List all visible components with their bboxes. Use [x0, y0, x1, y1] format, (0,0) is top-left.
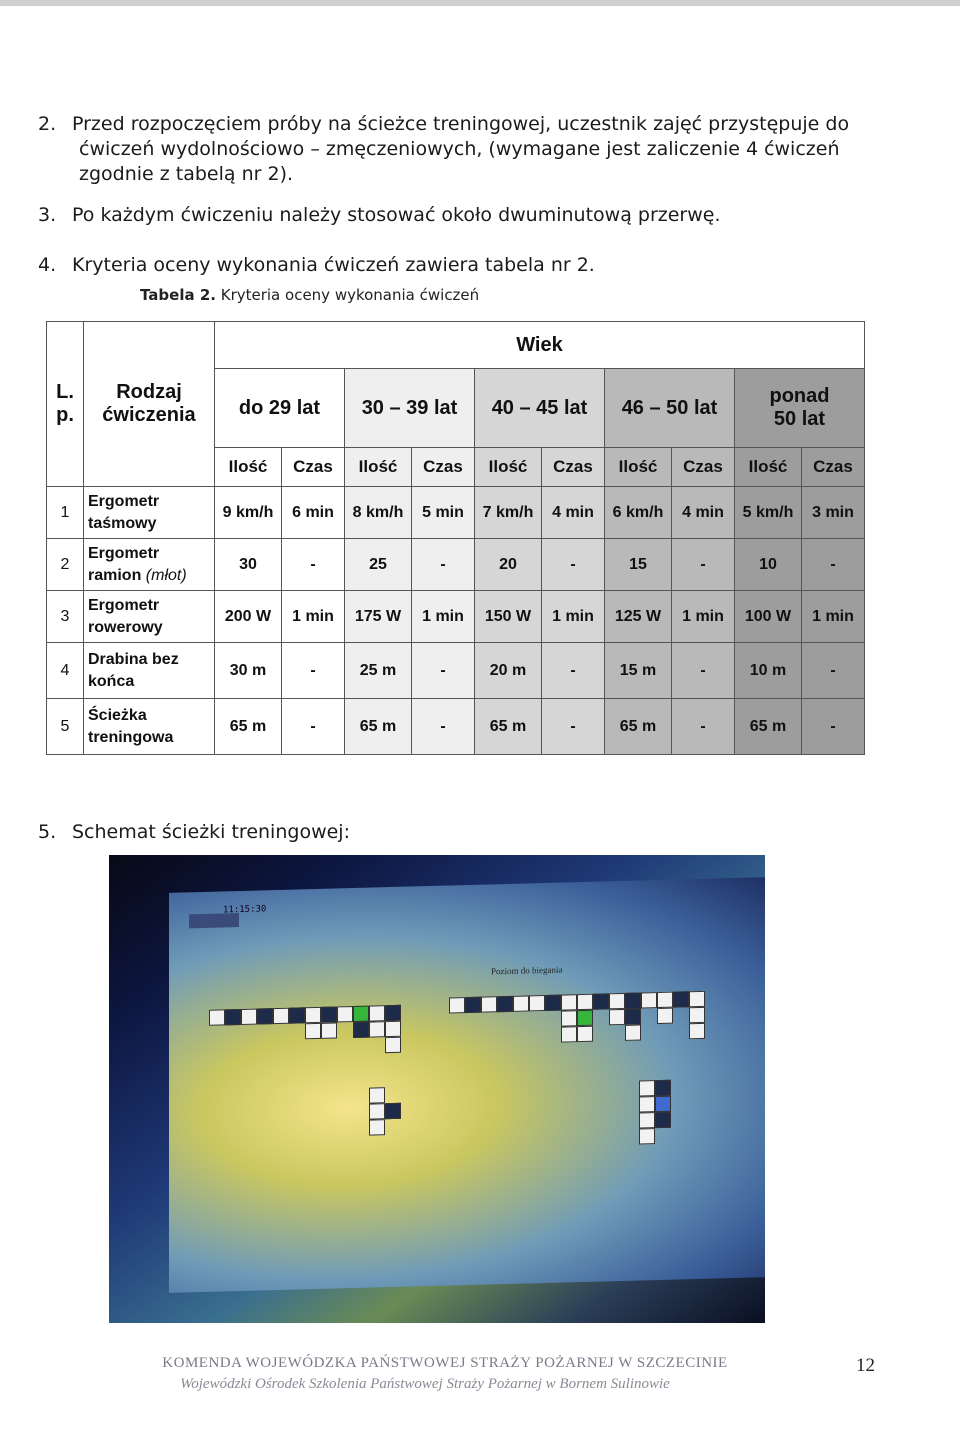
item-number: 5.	[38, 821, 57, 843]
exercise-name-main: rowerowy	[88, 618, 163, 636]
table-cell: 65 m	[345, 699, 412, 755]
table-cell: -	[542, 699, 605, 755]
table-cell: 20	[475, 539, 542, 591]
table-cell: 7 km/h	[475, 487, 542, 539]
screen-side-button	[189, 913, 239, 928]
header-lp-line2: p.	[56, 404, 74, 426]
table-cell: -	[672, 539, 735, 591]
exercise-name-line1: Ergometr	[88, 544, 160, 562]
table-cell: -	[282, 539, 345, 591]
table-cell: 9 km/h	[215, 487, 282, 539]
table-cell: 30	[215, 539, 282, 591]
table-cell: 65 m	[605, 699, 672, 755]
screen-clock: 11:15:30	[223, 904, 267, 916]
age-last-line1: ponad	[769, 385, 830, 407]
training-path-photo	[109, 855, 765, 1323]
item-number: 3.	[38, 204, 57, 226]
table-cell: 15	[605, 539, 672, 591]
table-row	[47, 487, 865, 539]
table-cell: 3 min	[802, 487, 865, 539]
exercise-name	[84, 591, 215, 643]
caption-text: Kryteria oceny wykonania ćwiczeń	[220, 286, 480, 304]
table-cell: -	[672, 699, 735, 755]
row-index: 4	[47, 643, 84, 699]
table-cell: 25 m	[345, 643, 412, 699]
table-cell: 4 min	[672, 487, 735, 539]
table-cell: -	[802, 699, 865, 755]
item-text: Po każdym ćwiczeniu należy stosować około dwuminutową przerwę.	[72, 204, 721, 226]
sub-header-count: Ilość	[735, 448, 802, 487]
exercise-name	[84, 539, 215, 591]
exercise-name	[84, 487, 215, 539]
table-cell: -	[412, 699, 475, 755]
table-cell: 150 W	[475, 591, 542, 643]
table-cell: 175 W	[345, 591, 412, 643]
header-lp	[47, 322, 84, 487]
criteria-table	[46, 321, 865, 755]
age-group-header	[735, 369, 865, 448]
list-item-3	[38, 203, 721, 228]
footer-training-center: Wojewódzki Ośrodek Szkolenia Państwowej Straży Pożarnej w Bornem Sulinowie	[180, 1376, 670, 1392]
exercise-name	[84, 699, 215, 755]
header-exercise-line2: ćwiczenia	[102, 404, 196, 426]
exercise-name-line2	[88, 671, 214, 693]
row-index: 3	[47, 591, 84, 643]
item-text: Schemat ścieżki treningowej:	[72, 821, 350, 843]
table-cell: 20 m	[475, 643, 542, 699]
list-item-4	[38, 253, 595, 278]
header-age: Wiek	[215, 322, 865, 369]
table-cell: -	[282, 643, 345, 699]
sub-header-count: Ilość	[345, 448, 412, 487]
row-index: 2	[47, 539, 84, 591]
exercise-name-note: (młot)	[145, 566, 187, 584]
exercise-name-line1: Ergometr	[88, 596, 160, 614]
table-cell: -	[802, 643, 865, 699]
table-cell: 1 min	[412, 591, 475, 643]
sub-header-time: Czas	[412, 448, 475, 487]
exercise-name	[84, 643, 215, 699]
table-cell: 125 W	[605, 591, 672, 643]
table-cell: -	[412, 643, 475, 699]
item-text: Kryteria oceny wykonania ćwiczeń zawiera tabela nr 2.	[72, 254, 595, 276]
age-last-line2: 50 lat	[773, 408, 826, 430]
item-text-line: Przed rozpoczęciem próby na ścieżce treningowej, uczestnik zajęć przystępuje do	[72, 113, 850, 135]
table-cell: 5 min	[412, 487, 475, 539]
table-row	[47, 699, 865, 755]
item-number: 2.	[38, 113, 57, 135]
table-cell: 100 W	[735, 591, 802, 643]
footer-institution: KOMENDA WOJEWÓDZKA PAŃSTWOWEJ STRAŻY POŻARNEJ W SZCZECINIE	[162, 1355, 728, 1371]
exercise-name-line2	[88, 727, 214, 749]
table-cell: 1 min	[802, 591, 865, 643]
age-group-header: 46 – 50 lat	[605, 369, 735, 448]
exercise-name-line1: Ergometr	[88, 492, 160, 510]
table-row	[47, 539, 865, 591]
table-cell: -	[282, 699, 345, 755]
sub-header-count: Ilość	[215, 448, 282, 487]
table-cell: 25	[345, 539, 412, 591]
top-border	[0, 0, 960, 6]
header-lp-line1: L.	[56, 381, 74, 403]
item-text-line: zgodnie z tabelą nr 2).	[79, 163, 294, 185]
table-cell: 65 m	[215, 699, 282, 755]
sub-header-time: Czas	[802, 448, 865, 487]
exercise-name-line1: Drabina bez	[88, 650, 179, 668]
table-cell: -	[542, 643, 605, 699]
exercise-name-main: ramion	[88, 566, 142, 584]
table-cell: 30 m	[215, 643, 282, 699]
sub-header-time: Czas	[672, 448, 735, 487]
age-group-header: 30 – 39 lat	[345, 369, 475, 448]
table-cell: 200 W	[215, 591, 282, 643]
table-row	[47, 591, 865, 643]
list-item-2	[38, 112, 888, 187]
table-cell: -	[802, 539, 865, 591]
exercise-name-main: taśmowy	[88, 514, 157, 532]
table-cell: 1 min	[282, 591, 345, 643]
exercise-name-line1: Ścieżka	[88, 706, 147, 724]
exercise-name-line2	[88, 565, 214, 587]
exercise-name-line2	[88, 513, 214, 535]
page-number: 12	[856, 1355, 875, 1376]
screen-title: Poziom do biegania	[491, 964, 563, 977]
table-cell: 1 min	[542, 591, 605, 643]
caption-label: Tabela 2.	[140, 286, 216, 304]
table-cell: 1 min	[672, 591, 735, 643]
sub-header-count: Ilość	[605, 448, 672, 487]
table-cell: 10 m	[735, 643, 802, 699]
age-group-header: 40 – 45 lat	[475, 369, 605, 448]
table-cell: -	[412, 539, 475, 591]
table-cell: 65 m	[735, 699, 802, 755]
table-cell: 65 m	[475, 699, 542, 755]
monitor-screen	[169, 877, 765, 1293]
table-cell: 6 km/h	[605, 487, 672, 539]
table-cell: 8 km/h	[345, 487, 412, 539]
list-item-5	[38, 820, 350, 845]
row-index: 5	[47, 699, 84, 755]
sub-header-count: Ilość	[475, 448, 542, 487]
table-cell: 5 km/h	[735, 487, 802, 539]
table-cell: 10	[735, 539, 802, 591]
table-caption	[140, 286, 479, 304]
exercise-name-main: końca	[88, 672, 135, 690]
header-exercise-line1: Rodzaj	[116, 381, 182, 403]
table-cell: 4 min	[542, 487, 605, 539]
item-number: 4.	[38, 254, 57, 276]
item-text-line: ćwiczeń wydolnościowo – zmęczeniowych, (wymagane jest zaliczenie 4 ćwiczeń	[79, 138, 840, 160]
sub-header-time: Czas	[282, 448, 345, 487]
table-row	[47, 643, 865, 699]
table-cell: 6 min	[282, 487, 345, 539]
table-cell: -	[542, 539, 605, 591]
exercise-name-line2	[88, 617, 214, 639]
table-cell: -	[672, 643, 735, 699]
row-index: 1	[47, 487, 84, 539]
exercise-name-main: treningowa	[88, 728, 174, 746]
age-group-header: do 29 lat	[215, 369, 345, 448]
header-exercise-type	[84, 322, 215, 487]
sub-header-time: Czas	[542, 448, 605, 487]
table-cell: 15 m	[605, 643, 672, 699]
